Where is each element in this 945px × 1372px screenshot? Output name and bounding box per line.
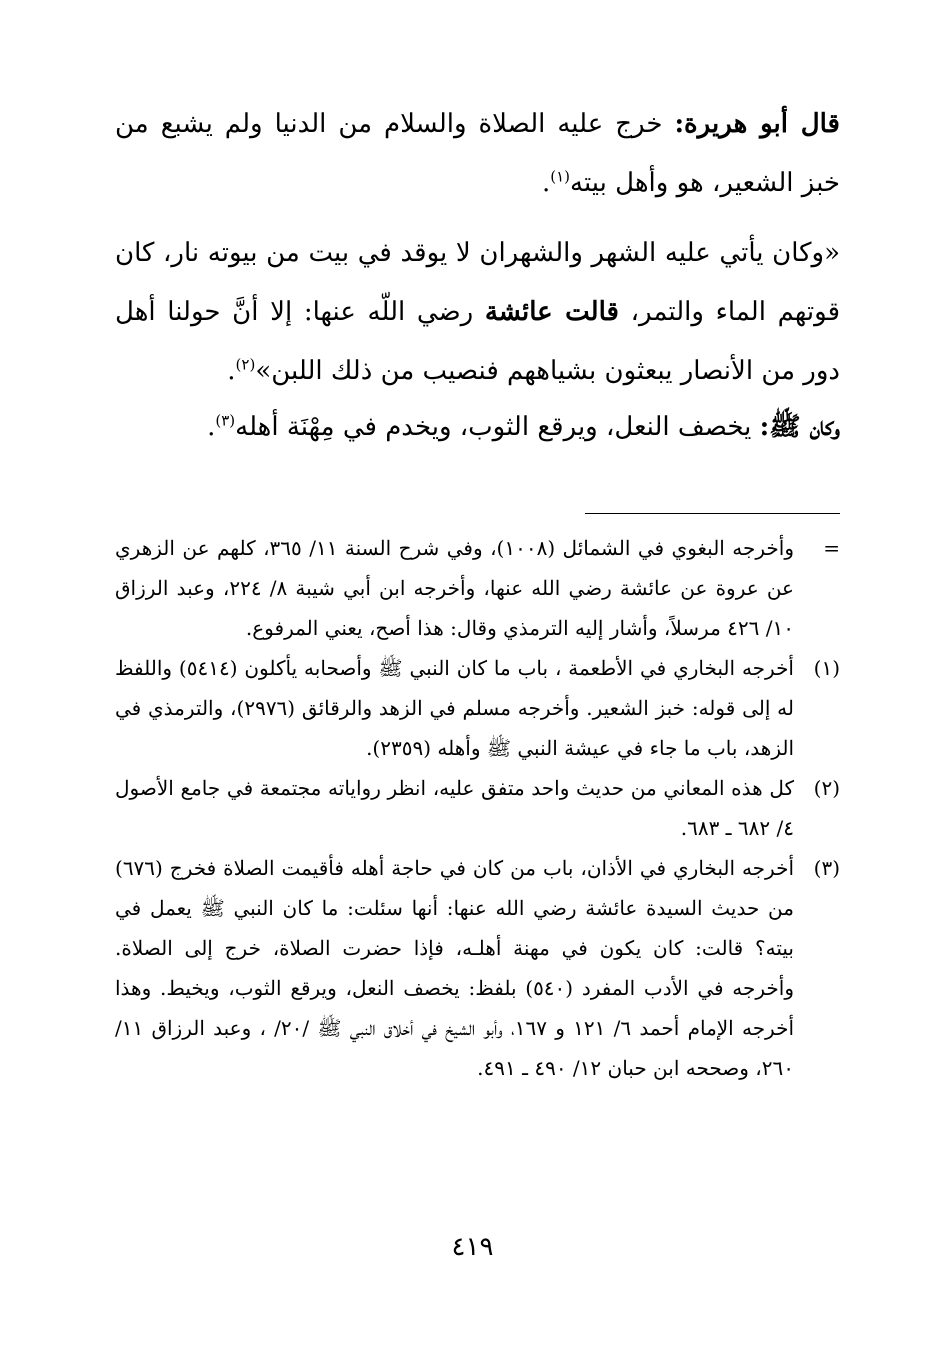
paragraph-end: . — [207, 412, 216, 442]
footnote-text: أخرجه البخاري في الأذان، باب من كان في حاجة أهله فأقيمت الصلاة فخرج (٦٧٦) من حديث السيدة عائشة رضي الله عنها: أنها سئلت: ما كان النبي ﷺ يعمل في بيته؟ قالت: كان يكون في مهنة أهلـه، فإذا حضرت الصلاة، خرج إلى الصلاة. وأخرجه في الأدب المفرد (٥٤٠) بلفظ: يخصف النعل، ويرقع الثوب، ويخيط. وهذا أخرجه الإمام أحمد ٦/ ١٢١ و ١٦٧، وأبو الشيخ في أخلاق النبي ﷺ /٢٠/ ، وعبد الرزاق ١١/ ٢٦٠، وصححه ابن حبان ١٢/ ٤٩٠ ـ ٤٩١. — [115, 856, 795, 1080]
footnote-text: وأخرجه البغوي في الشمائل (١٠٠٨)، وفي شرح السنة ١١/ ٣٦٥، كلهم عن الزهري عن عروة عن عائشة رضي الله عنها، وأخرجه ابن أبي شيبة ٨/ ٢٢٤، وعبد الرزاق ١٠/ ٤٢٦ مرسلاً، وأشار إليه الترمذي وقال: هذا أصح، يعني المرفوع. — [115, 536, 795, 640]
footnotes — [115, 528, 840, 1088]
paragraph-text: يخصف النعل، ويرقع الثوب، ويخدم في مِهْنَة أهله — [235, 412, 760, 442]
paragraph-prophet-chores — [115, 398, 840, 457]
speaker-name: قالت عائشة — [484, 297, 619, 327]
footnote-ref: (١) — [550, 167, 571, 186]
paragraph-lead: وكان ﷺ: — [759, 412, 840, 442]
paragraph-text: رضي اللّه عنها: إلا أنَّ حولنا أهل دور من الأنصار يبعثون بشياههم فنصيب من ذلك اللبن» — [115, 297, 840, 386]
footnote-marker: (٣) — [813, 856, 840, 880]
footnote-marker: (١) — [813, 656, 840, 680]
footnote-text: أخرجه البخاري في الأطعمة ، باب ما كان النبي ﷺ وأصحابه يأكلون (٥٤١٤) واللفظ له إلى قوله: خبز الشعير. وأخرجه مسلم في الزهد والرقائق (٢٩٧٦)، والترمذي في الزهد، باب ما جاء في عيشة النبي ﷺ وأهله (٢٣٥٩). — [115, 656, 794, 760]
page-number: ٤١٩ — [451, 1232, 494, 1262]
paragraph-text: «وكان يأتي عليه الشهر والشهران لا يوقد في بيت من بيوته نار، كان قوتهم الماء والتمر، — [115, 238, 840, 327]
speaker-name: قال أبو هريرة: — [674, 109, 840, 139]
footnote-3 — [115, 848, 840, 1088]
paragraph-text: خرج عليه الصلاة والسلام من الدنيا ولم يشبع من خبز الشعير، هو وأهل بيته — [115, 109, 840, 198]
paragraph-aisha — [115, 224, 840, 401]
footnote-ref: (٢) — [235, 355, 256, 374]
footnote-marker: (٢) — [813, 776, 840, 800]
footnote-ref: (٣) — [215, 411, 236, 430]
paragraph-end: . — [227, 356, 236, 386]
footnote-marker: = — [823, 536, 840, 560]
paragraph-abu-hurayra — [115, 95, 840, 213]
footnote-divider — [585, 513, 840, 514]
footnote-2 — [115, 768, 840, 848]
footnote-1 — [115, 648, 840, 768]
footnote-text: كل هذه المعاني من حديث واحد متفق عليه، انظر رواياته مجتمعة في جامع الأصول ٤/ ٦٨٢ ـ ٦٨٣. — [115, 776, 794, 840]
paragraph-end: . — [541, 168, 551, 198]
footnote-continued — [115, 528, 840, 648]
